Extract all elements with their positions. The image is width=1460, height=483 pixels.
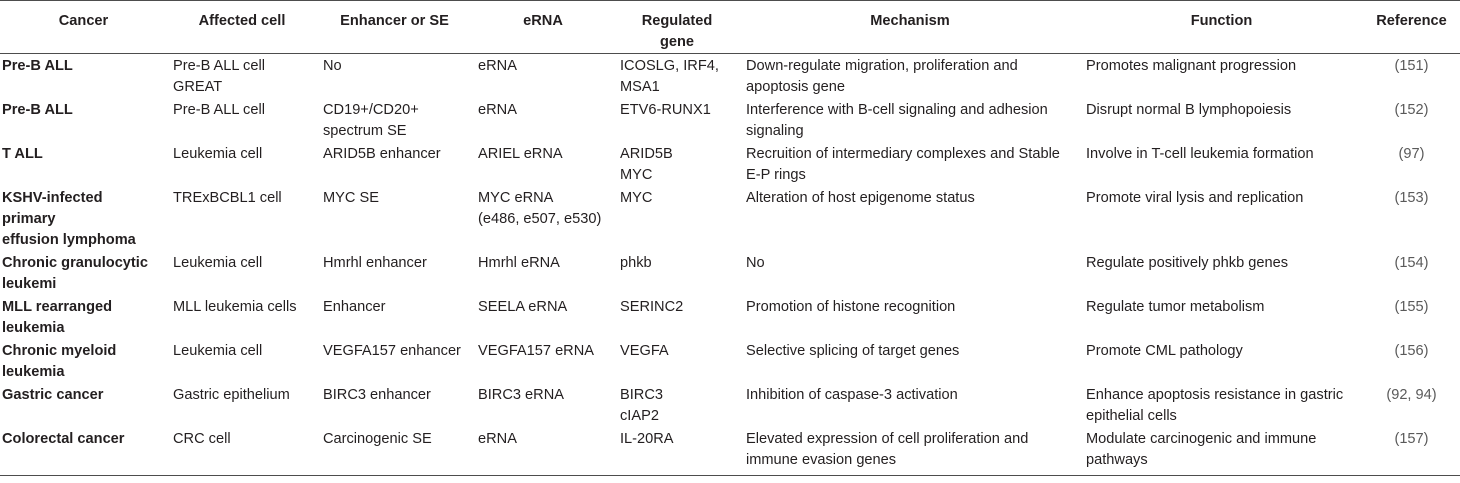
cancer-cell-line: Colorectal cancer <box>2 431 125 447</box>
function-cell <box>1080 142 1363 186</box>
reference-cell: (152) <box>1394 102 1429 118</box>
affected-cell-cell-line: Leukemia cell <box>173 146 263 162</box>
cancer-cell-line: leukemia <box>2 364 65 380</box>
reference-cell: (97) <box>1398 146 1425 162</box>
cancer-cell-line: Chronic granulocytic <box>2 255 148 271</box>
table-row <box>0 383 1460 427</box>
mechanism-cell <box>740 251 1080 295</box>
erna-cell <box>472 142 614 186</box>
header-erna: eRNA <box>472 1 614 54</box>
mechanism-cell-line: Inhibition of caspase-3 activation <box>746 387 958 403</box>
function-cell <box>1080 339 1363 383</box>
regulated-gene-cell <box>614 142 740 186</box>
erna-cell-line: (e486, e507, e530) <box>478 211 602 227</box>
affected-cell-cell <box>167 54 317 99</box>
enhancer-cell <box>317 339 472 383</box>
table-row <box>0 295 1460 339</box>
regulated-gene-cell <box>614 295 740 339</box>
affected-cell-cell-line: MLL leukemia cells <box>173 299 297 315</box>
cancer-cell-line: Chronic myeloid <box>2 343 117 359</box>
affected-cell-cell <box>167 142 317 186</box>
regulated-gene-cell-line: ICOSLG, IRF4, <box>620 58 719 74</box>
mechanism-cell <box>740 142 1080 186</box>
function-cell <box>1080 54 1363 99</box>
cancer-cell <box>0 54 167 99</box>
regulated-gene-cell-line: VEGFA <box>620 343 669 359</box>
regulated-gene-cell-line: MYC <box>620 190 653 206</box>
mechanism-cell-line: Recruition of intermediary complexes and Stable <box>746 146 1060 162</box>
cancer-cell-line: T ALL <box>2 146 43 162</box>
enhancer-cell <box>317 251 472 295</box>
affected-cell-cell <box>167 427 317 475</box>
regulated-gene-cell-line: SERINC2 <box>620 299 684 315</box>
erna-cell <box>472 98 614 142</box>
erna-cell-line: BIRC3 eRNA <box>478 387 564 403</box>
cancer-cell <box>0 98 167 142</box>
function-cell <box>1080 295 1363 339</box>
table-row <box>0 339 1460 383</box>
regulated-gene-cell-line: BIRC3 <box>620 387 663 403</box>
regulated-gene-cell <box>614 54 740 99</box>
mechanism-cell-line: Alteration of host epigenome status <box>746 190 975 206</box>
table-row <box>0 427 1460 475</box>
erna-cell-line: Hmrhl eRNA <box>478 255 560 271</box>
affected-cell-cell-line: Leukemia cell <box>173 255 263 271</box>
table-header <box>0 1 1460 54</box>
affected-cell-cell-line: Pre-B ALL cell <box>173 102 265 118</box>
function-cell <box>1080 186 1363 251</box>
function-cell <box>1080 251 1363 295</box>
regulated-gene-cell-line: MSA1 <box>620 79 660 95</box>
function-cell-line: Promotes malignant progression <box>1086 58 1297 74</box>
header-reference: Reference <box>1363 1 1460 54</box>
erna-cell-line: eRNA <box>478 58 517 74</box>
mechanism-cell <box>740 186 1080 251</box>
function-cell-line: Disrupt normal B lymphopoiesis <box>1086 102 1292 118</box>
cancer-cell-line: Gastric cancer <box>2 387 104 403</box>
affected-cell-cell-line: GREAT <box>173 79 223 95</box>
regulated-gene-cell <box>614 427 740 475</box>
enhancer-cell <box>317 142 472 186</box>
affected-cell-cell <box>167 186 317 251</box>
cancer-cell-line: primary <box>2 211 56 227</box>
mechanism-cell-line: Elevated expression of cell proliferation and <box>746 431 1029 447</box>
enhancer-cell-line: Hmrhl enhancer <box>323 255 427 271</box>
mechanism-cell-line: E-P rings <box>746 167 806 183</box>
regulated-gene-cell-line: ARID5B <box>620 146 673 162</box>
erna-cell <box>472 427 614 475</box>
mechanism-cell <box>740 339 1080 383</box>
cancer-cell-line: MLL rearranged <box>2 299 113 315</box>
header-regulated-gene <box>614 1 740 54</box>
enhancer-cell-line: VEGFA157 enhancer <box>323 343 461 359</box>
mechanism-cell <box>740 54 1080 99</box>
regulated-gene-cell-line: IL-20RA <box>620 431 674 447</box>
enhancer-cell-line: ARID5B enhancer <box>323 146 441 162</box>
erna-cell-line: SEELA eRNA <box>478 299 568 315</box>
mechanism-cell <box>740 295 1080 339</box>
erna-cell <box>472 383 614 427</box>
cancer-cell-line: leukemia <box>2 320 65 336</box>
affected-cell-cell-line: CRC cell <box>173 431 231 447</box>
function-cell-line: Enhance apoptosis resistance in gastric <box>1086 387 1344 403</box>
cancer-cell <box>0 383 167 427</box>
enhancer-cell-line: Carcinogenic SE <box>323 431 432 447</box>
affected-cell-cell-line: Gastric epithelium <box>173 387 290 403</box>
erna-cell-line: MYC eRNA <box>478 190 554 206</box>
enhancer-cell <box>317 186 472 251</box>
affected-cell-cell <box>167 251 317 295</box>
table-body <box>0 54 1460 476</box>
function-cell <box>1080 98 1363 142</box>
mechanism-cell-line: Down-regulate migration, proliferation and <box>746 58 1018 74</box>
mechanism-cell-line: No <box>746 255 765 271</box>
affected-cell-cell-line: TRExBCBL1 cell <box>173 190 282 206</box>
cancer-cell-line: leukemi <box>2 276 57 292</box>
regulated-gene-cell <box>614 98 740 142</box>
reference-cell: (151) <box>1394 58 1429 74</box>
cancer-cell <box>0 186 167 251</box>
regulated-gene-cell <box>614 339 740 383</box>
function-cell-line: pathways <box>1086 452 1148 468</box>
function-cell-line: Involve in T-cell leukemia formation <box>1086 146 1314 162</box>
enhancer-cell <box>317 98 472 142</box>
function-cell <box>1080 383 1363 427</box>
regulated-gene-cell-line: MYC <box>620 167 653 183</box>
reference-cell: (156) <box>1394 343 1429 359</box>
cancer-cell <box>0 339 167 383</box>
erna-cell <box>472 186 614 251</box>
mechanism-cell <box>740 383 1080 427</box>
erna-cell-line: eRNA <box>478 102 517 118</box>
cancer-cell-line: Pre-B ALL <box>2 102 73 118</box>
enhancer-cell-line: BIRC3 enhancer <box>323 387 431 403</box>
affected-cell-cell <box>167 295 317 339</box>
regulated-gene-cell-line: phkb <box>620 255 652 271</box>
affected-cell-cell <box>167 383 317 427</box>
mechanism-cell-line: signaling <box>746 123 804 139</box>
function-cell-line: epithelial cells <box>1086 408 1177 424</box>
enhancer-cell-line: Enhancer <box>323 299 386 315</box>
enhancer-cell <box>317 295 472 339</box>
function-cell-line: Regulate tumor metabolism <box>1086 299 1265 315</box>
erna-cell <box>472 295 614 339</box>
enhancer-cell-line: MYC SE <box>323 190 379 206</box>
erna-cell-line: eRNA <box>478 431 517 447</box>
affected-cell-cell-line: Pre-B ALL cell <box>173 58 265 74</box>
enhancer-cell <box>317 427 472 475</box>
reference-cell: (154) <box>1394 255 1429 271</box>
reference-cell: (155) <box>1394 299 1429 315</box>
header-cancer: Cancer <box>0 1 167 54</box>
function-cell-line: Modulate carcinogenic and immune <box>1086 431 1317 447</box>
erna-cell <box>472 54 614 99</box>
function-cell-line: Promote CML pathology <box>1086 343 1243 359</box>
table-row <box>0 186 1460 251</box>
header-enhancer: Enhancer or SE <box>317 1 472 54</box>
header-mechanism: Mechanism <box>740 1 1080 54</box>
erna-cell-line: ARIEL eRNA <box>478 146 563 162</box>
mechanism-cell-line: Selective splicing of target genes <box>746 343 960 359</box>
header-function: Function <box>1080 1 1363 54</box>
cancer-cell <box>0 251 167 295</box>
cancer-cell <box>0 142 167 186</box>
reference-cell: (157) <box>1363 427 1460 475</box>
regulated-gene-cell <box>614 251 740 295</box>
table-row <box>0 142 1460 186</box>
header-regulated-gene-text: Regulated gene <box>641 13 713 50</box>
erna-cell <box>472 339 614 383</box>
reference-cell: (92, 94) <box>1386 387 1437 403</box>
mechanism-cell-line: apoptosis gene <box>746 79 845 95</box>
regulated-gene-cell <box>614 186 740 251</box>
enhancer-cell-line: CD19+/CD20+ <box>323 102 419 118</box>
affected-cell-cell <box>167 339 317 383</box>
table-row <box>0 54 1460 99</box>
enhancer-cell-line: No <box>323 58 342 74</box>
cancer-cell-line: KSHV-infected <box>2 190 103 206</box>
header-row <box>0 1 1460 54</box>
cancer-cell-line: effusion lymphoma <box>2 232 136 248</box>
affected-cell-cell <box>167 98 317 142</box>
regulated-gene-cell-line: cIAP2 <box>620 408 659 424</box>
cancer-cell-line: Pre-B ALL <box>2 58 73 74</box>
function-cell-line: Promote viral lysis and replication <box>1086 190 1304 206</box>
regulated-gene-cell-line: ETV6-RUNX1 <box>620 102 711 118</box>
cancer-cell <box>0 427 167 475</box>
enhancer-cell <box>317 383 472 427</box>
enhancer-cell-line: spectrum SE <box>323 123 407 139</box>
table-row <box>0 98 1460 142</box>
erna-cell <box>472 251 614 295</box>
affected-cell-cell-line: Leukemia cell <box>173 343 263 359</box>
enhancer-cell <box>317 54 472 99</box>
mechanism-cell-line: immune evasion genes <box>746 452 897 468</box>
regulated-gene-cell <box>614 383 740 427</box>
reference-cell: (153) <box>1394 190 1429 206</box>
cancer-cell <box>0 295 167 339</box>
function-cell <box>1080 427 1363 475</box>
mechanism-cell <box>740 427 1080 475</box>
mechanism-cell-line: Interference with B-cell signaling and adhesion <box>746 102 1048 118</box>
header-affected-cell: Affected cell <box>167 1 317 54</box>
erna-cell-line: VEGFA157 eRNA <box>478 343 594 359</box>
function-cell-line: Regulate positively phkb genes <box>1086 255 1289 271</box>
mechanism-cell-line: Promotion of histone recognition <box>746 299 956 315</box>
mechanism-cell <box>740 98 1080 142</box>
table-row <box>0 251 1460 295</box>
